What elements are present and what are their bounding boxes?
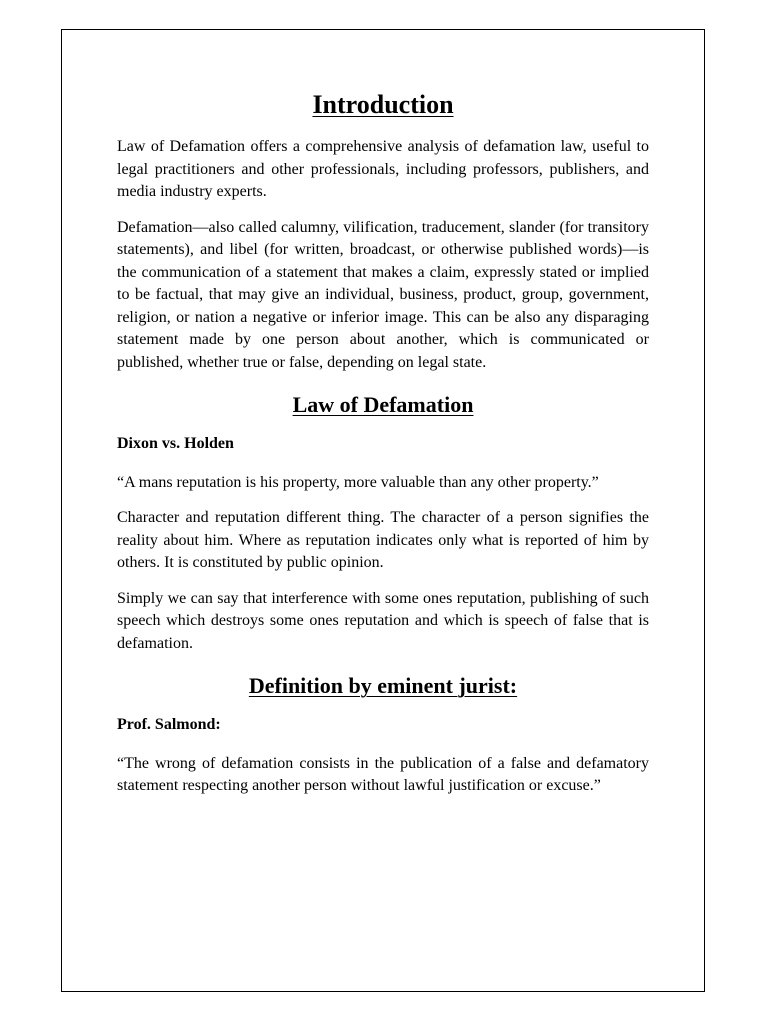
- heading-law-of-defamation: Law of Defamation: [292, 392, 474, 417]
- law-paragraph-2: Character and reputation different thing. The character of a person signifies the reality about him. Where as reputation indicates only what is reported of him by others. It is constituted by public opinion.: [117, 509, 649, 571]
- heading-introduction: Introduction: [312, 90, 454, 119]
- intro-paragraph-1: Law of Defamation offers a comprehensive analysis of defamation law, useful to legal practitioners and other professionals, including professors, publishers, and media industry experts.: [117, 138, 649, 200]
- law-paragraph-3: Simply we can say that interference with some ones reputation, publishing of such speech which destroys some ones reputation and which is speech of false that is defamation.: [117, 589, 649, 652]
- case-label: Dixon vs. Holden: [117, 435, 234, 452]
- intro-paragraph-2: Defamation—also called calumny, vilification, traducement, slander (for transitory statements), and libel (for written, broadcast, or otherwise published words)—is the communication of a statement that makes a claim, expressly stated or implied to be factual, that may give an individual, business, product, group, government, religion, or nation a negative or inferior image. This can be also any disparaging statement made by one person about another, which is communicated or published, whether true or false, depending on legal state.: [117, 218, 649, 371]
- law-paragraph-1: “A mans reputation is his property, more valuable than any other property.”: [117, 473, 599, 491]
- document-body: [117, 88, 649, 811]
- heading-definition: Definition by eminent jurist:: [248, 673, 518, 698]
- jurist-label: Prof. Salmond:: [117, 716, 221, 733]
- definition-quote: “The wrong of defamation consists in the publication of a false and defamatory statement respecting another person without lawful justification or excuse.”: [117, 754, 649, 794]
